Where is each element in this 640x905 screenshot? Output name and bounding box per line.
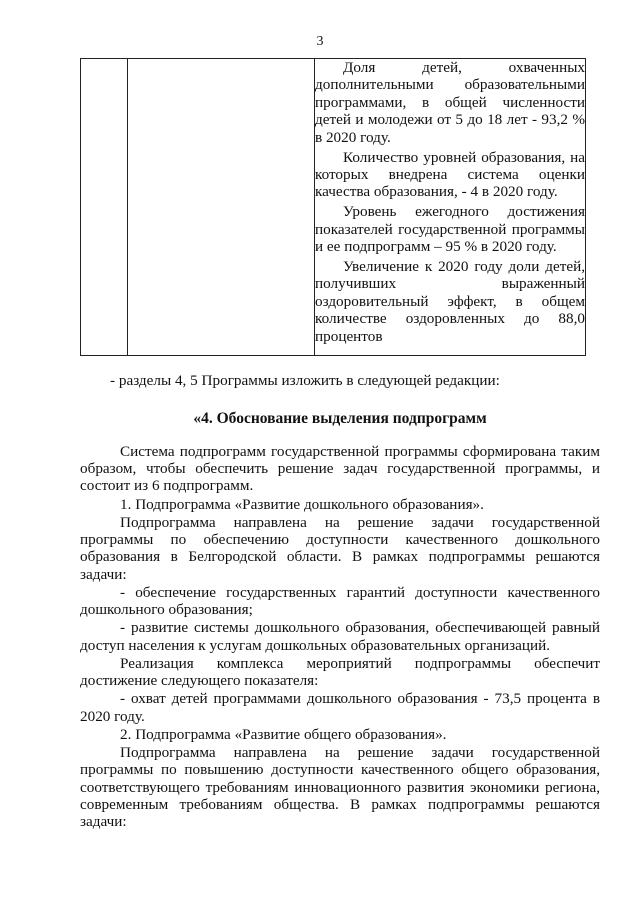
body-paragraph: Подпрограмма направлена на решение задачи государственной программы по повышению доступности качественного общего образования, соответствующего требованиям инновационного развития экономики региона, современным требованиям общества. В рамках подпрограммы решаются задачи: <box>80 744 600 831</box>
page-number: 3 <box>316 34 324 49</box>
body-paragraph: 2. Подпрограмма «Развитие общего образования». <box>120 725 447 743</box>
table-cell-empty-1 <box>81 59 128 356</box>
section-body <box>80 443 600 831</box>
table-cell-indicators <box>315 59 586 356</box>
section-heading: «4. Обоснование выделения подпрограмм <box>193 410 487 427</box>
indicator-paragraph: Количество уровней образования, на которых внедрена система оценки качества образования, - 4 в 2020 году. <box>315 148 585 201</box>
body-paragraph: Реализация комплекса мероприятий подпрограммы обеспечит достижение следующего показателя: <box>80 654 600 690</box>
body-paragraph: 1. Подпрограмма «Развитие дошкольного образования». <box>120 495 484 513</box>
body-paragraph: - развитие системы дошкольного образования, обеспечивающей равный доступ населения к услугам дошкольных образовательных организаций. <box>80 619 600 654</box>
body-paragraph: - охват детей программами дошкольного образования - 73,5 процента в 2020 году. <box>80 690 600 725</box>
body-paragraph: Подпрограмма направлена на решение задачи государственной программы по обеспечению доступности качественного дошкольного образования в Белгородской области. В рамках подпрограммы решаются задачи: <box>80 514 600 583</box>
intro-block <box>80 372 600 389</box>
indicator-paragraph: Уровень ежегодного достижения показателей государственной программы и ее подпрограмм – 95 % в 2020 году. <box>315 203 585 256</box>
indicators-table <box>80 58 586 356</box>
body-paragraph: Система подпрограмм государственной программы сформирована таким образом, чтобы обеспечить решение задач государственной программы, и состоит из 6 подпрограмм. <box>80 443 600 495</box>
indicator-paragraph: Увеличение к 2020 году доли детей, получивших выраженный оздоровительный эффект, в общем количестве оздоровленных до 88,0 процентов <box>315 257 585 345</box>
body-paragraph: - обеспечение государственных гарантий доступности качественного дошкольного образования; <box>80 583 600 619</box>
intro-line: - разделы 4, 5 Программы изложить в следующей редакции: <box>110 372 500 389</box>
table-cell-empty-2 <box>128 59 315 356</box>
indicator-paragraph: Доля детей, охваченных дополнительными образовательными программами, в общей численности детей и молодежи от 5 до 18 лет - 93,2 % в 2020 году. <box>315 59 585 146</box>
